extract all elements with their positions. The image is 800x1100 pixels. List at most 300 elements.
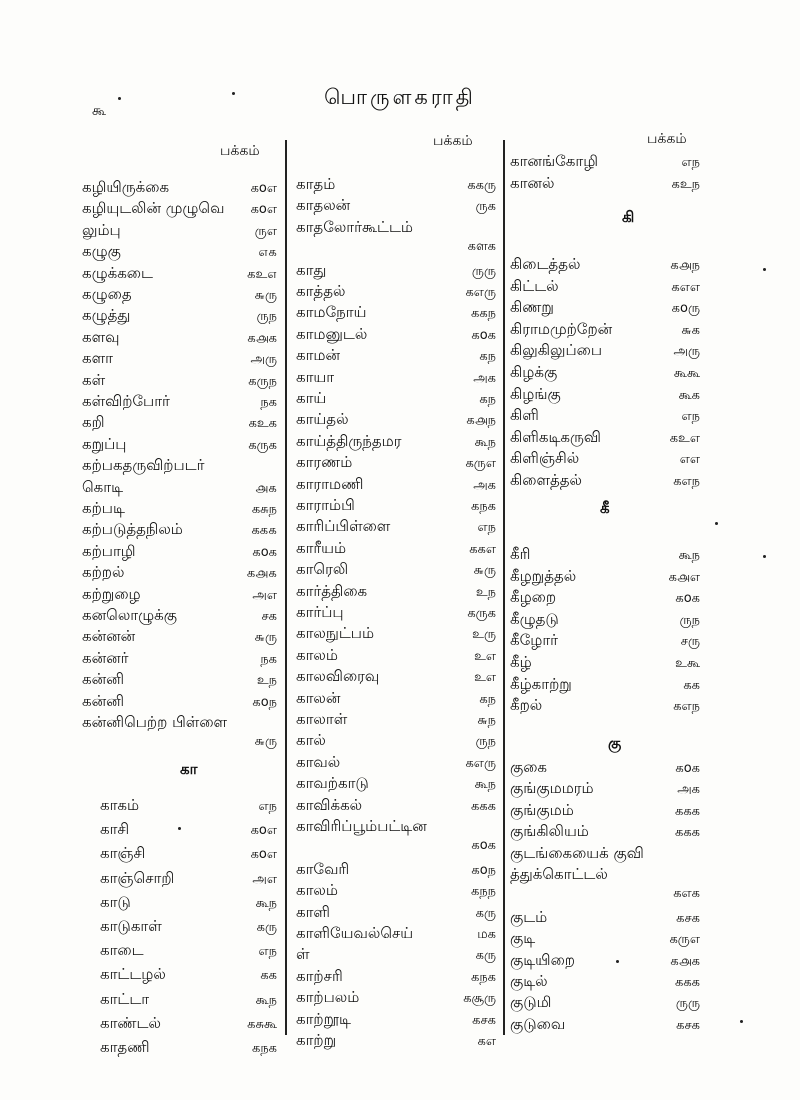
- entry-term: ள்: [296, 945, 310, 964]
- entry-page-number: கந: [479, 392, 496, 407]
- entry-page-number: கருந: [248, 373, 277, 389]
- index-entry: [510, 801, 700, 823]
- entry-term: கன்னி: [82, 670, 125, 689]
- entry-page-number: கந: [479, 691, 496, 707]
- entry-term: காரணம்: [296, 453, 353, 472]
- entry-term: காண்டல்: [100, 1013, 161, 1032]
- entry-term: கீழறை: [510, 588, 557, 607]
- entry-page-number: அரு: [673, 344, 700, 360]
- entry-page-number: கoக: [471, 327, 496, 343]
- entry-term: கீழறுத்தல்: [510, 566, 577, 585]
- index-entry: [510, 696, 700, 718]
- index-entry: [296, 282, 496, 304]
- index-entry: [510, 631, 700, 653]
- entry-page-number: கoஎ: [250, 847, 277, 863]
- entry-page-number: கoஎ: [250, 202, 277, 218]
- entry-term: காதலோர்கூட்டம்: [296, 217, 413, 236]
- entry-page-number: சக: [261, 609, 277, 624]
- entry-term: காற்றூடி: [296, 1009, 351, 1028]
- entry-page-number: கசுகூ: [247, 1016, 277, 1032]
- index-entry: [296, 667, 496, 689]
- page-title: பொருளகராதி: [324, 85, 476, 109]
- index-entry: [100, 893, 277, 915]
- entry-term: காற்சரி: [296, 966, 343, 985]
- index-entry: [296, 624, 496, 646]
- entry-page-number: கருஎ: [669, 932, 700, 948]
- entry-term: காராம்பி: [296, 496, 355, 514]
- index-entry: [82, 734, 277, 756]
- entry-page-number: உந: [475, 584, 496, 600]
- index-entry: [296, 838, 496, 860]
- entry-term: கன்னன்: [82, 627, 136, 646]
- entry-term: காளி: [296, 902, 331, 921]
- entry-page-number: கூகூ: [673, 366, 700, 381]
- index-entry: [296, 410, 496, 432]
- index-entry: [82, 242, 277, 264]
- entry-term: காஞ்சி: [100, 844, 146, 863]
- index-entry: [100, 796, 277, 818]
- entry-term: கற்றல்: [82, 563, 125, 582]
- entry-page-number: கநக: [471, 969, 496, 985]
- entry-page-number: கஎ: [477, 1034, 496, 1049]
- index-entry: [296, 517, 496, 539]
- entry-term: கீழுதடு: [510, 609, 559, 628]
- index-entry: [296, 753, 496, 775]
- index-entry: [296, 325, 496, 347]
- index-entry: [82, 306, 277, 328]
- index-entry: [296, 881, 496, 903]
- entry-page-number: எந: [681, 155, 700, 170]
- entry-page-number: கரு: [475, 948, 496, 964]
- entry-page-number: கஎரு: [465, 755, 496, 771]
- index-entry: [510, 844, 700, 866]
- entry-page-number: கந: [479, 349, 496, 365]
- column-divider: [503, 140, 505, 1035]
- entry-page-number: க௮எ: [668, 569, 700, 585]
- entry-term: காடுகாள்: [100, 917, 162, 935]
- entry-term: குடம்: [510, 907, 548, 926]
- entry-page-number: அஎ: [252, 871, 277, 887]
- entry-page-number: கருக: [467, 606, 496, 621]
- entry-page-number: கஉக: [248, 416, 277, 432]
- index-entry: [296, 196, 496, 218]
- section-heading-kii: கீ: [600, 499, 610, 517]
- entry-term: காய்த்திருந்தமர: [296, 431, 402, 450]
- index-entry: [510, 865, 700, 887]
- entry-page-number: க௮க: [670, 953, 700, 969]
- entry-term: கார்த்திகை: [296, 581, 368, 600]
- entry-page-number: ருந: [256, 309, 277, 325]
- entry-page-number: ககஎ: [469, 541, 496, 557]
- entry-page-number: கூந: [255, 895, 277, 911]
- entry-term: காஞ்சொறி: [100, 868, 175, 887]
- col2-page-label: பக்கம்: [433, 133, 473, 149]
- entry-term: லும்பு: [82, 220, 121, 239]
- index-entry: [296, 453, 496, 475]
- entry-term: காடு: [100, 892, 131, 911]
- index-entry: [296, 1010, 496, 1032]
- entry-term: கற்பகதருவிற்படர்: [82, 456, 205, 475]
- entry-page-number: கருஎ: [465, 456, 496, 472]
- index-entry: [82, 456, 277, 478]
- entry-page-number: உரு: [472, 627, 496, 643]
- index-entry: [82, 649, 277, 671]
- entry-page-number: கநக: [252, 1041, 277, 1056]
- entry-term: காய்தல்: [296, 410, 349, 429]
- entry-term: கழுதை: [82, 285, 132, 303]
- entry-term: கிளைத்தல்: [510, 471, 583, 489]
- entry-page-number: நக: [260, 395, 277, 410]
- index-entry: [82, 478, 277, 500]
- entry-term: காட்டா: [100, 989, 150, 1008]
- entry-term: கால்: [296, 731, 326, 750]
- entry-page-number: கசக: [472, 1012, 496, 1028]
- index-entry: [510, 886, 700, 908]
- entry-term: குடங்கையைக் குவி: [510, 843, 644, 862]
- entry-term: காரெலி: [296, 560, 349, 579]
- entry-page-number: கஎந: [673, 699, 700, 715]
- entry-page-number: கக: [683, 677, 700, 693]
- index-entry: [82, 178, 277, 200]
- entry-term: குங்குமம்: [510, 800, 574, 819]
- entry-page-number: ௬ரு: [254, 734, 277, 750]
- entry-page-number: ருக: [475, 199, 496, 215]
- entry-term: கொடி: [82, 477, 124, 496]
- entry-page-number: கரு: [256, 920, 277, 935]
- entry-page-number: கசுந: [251, 502, 277, 517]
- entry-term: கற்பாழி: [82, 541, 136, 560]
- index-entry: [510, 758, 700, 780]
- entry-term: காற்று: [296, 1031, 337, 1049]
- entry-page-number: அக: [473, 370, 496, 386]
- index-entry: [510, 822, 700, 844]
- entry-term: காவல்: [296, 752, 341, 771]
- entry-page-number: ககந: [471, 306, 496, 322]
- entry-page-number: ககக: [471, 798, 496, 814]
- entry-page-number: ௬ரு: [254, 288, 277, 303]
- entry-page-number: கசூரு: [463, 991, 496, 1007]
- entry-page-number: எந: [477, 520, 496, 536]
- entry-page-number: கoஎ: [250, 823, 277, 839]
- index-entry: [510, 545, 700, 567]
- index-entry: [296, 496, 496, 518]
- entry-page-number: கநக: [471, 499, 496, 514]
- index-entry: [296, 475, 496, 497]
- index-entry: [510, 152, 700, 174]
- entry-term: களா: [82, 349, 113, 368]
- index-entry: [296, 239, 496, 261]
- index-entry: [296, 560, 496, 582]
- column-divider: [285, 140, 287, 1035]
- entry-page-number: கஎந: [673, 474, 700, 489]
- entry-page-number: எந: [681, 409, 700, 425]
- section-heading-kaa: கா: [180, 760, 198, 778]
- index-entry: [510, 929, 700, 951]
- entry-term: காலன்: [296, 688, 341, 707]
- entry-term: கழுகு: [82, 242, 121, 261]
- index-entry: [82, 221, 277, 243]
- index-entry: [82, 264, 277, 286]
- entry-page-number: கூந: [678, 548, 700, 563]
- entry-page-number: கoஎ: [250, 181, 277, 196]
- entry-term: கானல்: [510, 174, 555, 192]
- index-entry: [100, 844, 277, 866]
- index-entry: [510, 255, 700, 277]
- index-entry: [510, 653, 700, 675]
- entry-page-number: ருந: [679, 612, 700, 628]
- index-entry: [100, 941, 277, 963]
- index-entry: [510, 972, 700, 994]
- entry-page-number: கoரு: [671, 301, 700, 317]
- col1-page-label: பக்கம்: [220, 143, 260, 159]
- entry-term: காலநுட்பம்: [296, 624, 375, 643]
- index-entry: [82, 627, 277, 649]
- index-entry: [100, 917, 277, 939]
- entry-term: காடை: [100, 941, 144, 960]
- entry-page-number: கஎரு: [465, 285, 496, 300]
- entry-term: குங்கிலியம்: [510, 822, 589, 841]
- entry-term: குடியிறை: [510, 950, 575, 969]
- entry-page-number: உஎ: [474, 670, 496, 686]
- entry-page-number: கஎஎ: [671, 279, 700, 295]
- entry-page-number: கூந: [474, 777, 496, 793]
- entry-term: கிட்டல்: [510, 276, 559, 295]
- entry-term: கறி: [82, 413, 105, 432]
- entry-page-number: ருரு: [471, 263, 496, 279]
- index-entry: [296, 175, 496, 197]
- entry-term: கீழோர்: [510, 631, 558, 650]
- entry-term: காகம்: [100, 796, 140, 814]
- entry-term: குடுவை: [510, 1014, 566, 1033]
- index-entry: [296, 346, 496, 368]
- entry-page-number: கூந: [255, 992, 277, 1008]
- entry-page-number: உஎ: [474, 648, 496, 664]
- index-entry: [296, 303, 496, 325]
- entry-term: காலவிரைவு: [296, 667, 380, 686]
- index-entry: [296, 796, 496, 818]
- entry-page-number: கரு: [475, 905, 496, 921]
- entry-term: காவேரி: [296, 859, 350, 878]
- entry-term: குடி: [510, 929, 536, 948]
- entry-term: கிராமமுற்றேன்: [510, 319, 613, 338]
- entry-term: கள்விற்போர்: [82, 392, 170, 410]
- section-heading-ku: கு: [608, 734, 622, 752]
- entry-term: காட்டழல்: [100, 965, 166, 984]
- entry-page-number: கசக: [676, 910, 700, 926]
- entry-page-number: மக: [477, 927, 496, 942]
- index-entry: [510, 298, 700, 320]
- index-entry: [82, 585, 277, 607]
- index-entry: [510, 567, 700, 589]
- entry-term: குகை: [510, 758, 548, 776]
- index-entry: [82, 285, 277, 307]
- entry-term: குங்குமமரம்: [510, 779, 594, 798]
- entry-term: கிளி: [510, 406, 539, 425]
- entry-term: காயா: [296, 367, 335, 386]
- entry-page-number: ககரு: [467, 178, 496, 193]
- entry-page-number: கஉ௭: [247, 266, 277, 282]
- index-entry: [100, 1038, 277, 1060]
- entry-term: கிழங்கு: [510, 384, 561, 403]
- index-entry: [82, 520, 277, 542]
- section-heading-ki: கி: [622, 208, 635, 226]
- entry-term: காளியேவல்செய்: [296, 924, 414, 942]
- entry-page-number: கூக: [678, 387, 700, 403]
- index-entry: [510, 363, 700, 385]
- entry-page-number: ௬ரு: [254, 630, 277, 646]
- entry-term: கீழ்காற்று: [510, 674, 572, 693]
- entry-term: கானங்கோழி: [510, 152, 598, 170]
- index-entry: [510, 951, 700, 973]
- index-entry: [510, 1015, 700, 1037]
- entry-term: கறுப்பு: [82, 434, 127, 453]
- entry-page-number: அக: [473, 477, 496, 493]
- index-entry: [100, 990, 277, 1012]
- entry-term: கன்னர்: [82, 648, 129, 667]
- entry-page-number: கoக: [675, 591, 700, 607]
- entry-term: கீரி: [510, 545, 531, 563]
- index-entry: [82, 692, 277, 714]
- entry-term: கிளிஞ்சில்: [510, 449, 580, 468]
- entry-term: கிலுகிலுப்பை: [510, 341, 603, 360]
- corner-mark: கூ: [92, 103, 107, 119]
- entry-term: காமனுடல்: [296, 324, 368, 343]
- entry-page-number: ககக: [675, 975, 700, 990]
- index-entry: [82, 606, 277, 628]
- entry-page-number: சரு: [680, 634, 700, 650]
- entry-page-number: எந: [258, 944, 277, 960]
- entry-page-number: அஎ: [252, 587, 277, 603]
- entry-term: காத்தல்: [296, 282, 346, 300]
- entry-term: காமன்: [296, 346, 341, 365]
- entry-term: காலம்: [296, 645, 338, 664]
- entry-term: காய்: [296, 389, 327, 407]
- entry-term: காவிக்கல்: [296, 795, 363, 814]
- entry-page-number: கஉஎ: [669, 430, 700, 446]
- entry-page-number: ௬க: [681, 322, 700, 338]
- index-entry: [296, 903, 496, 925]
- entry-term: காமநோய்: [296, 303, 367, 322]
- index-entry: [510, 588, 700, 610]
- entry-term: காசி: [100, 820, 130, 839]
- entry-page-number: ௭௧: [258, 245, 277, 261]
- entry-term: கிணறு: [510, 298, 554, 317]
- entry-term: காலாள்: [296, 710, 348, 728]
- index-entry: [296, 582, 496, 604]
- index-entry: [296, 218, 496, 240]
- index-entry: [82, 713, 277, 735]
- entry-term: கழுக்கடை: [82, 263, 153, 282]
- entry-page-number: கஉந: [671, 177, 700, 192]
- entry-term: கிழக்கு: [510, 363, 558, 381]
- index-entry: [82, 371, 277, 393]
- index-entry: [100, 1014, 277, 1036]
- entry-term: காலம்: [296, 881, 338, 900]
- entry-term: கார்ப்பு: [296, 603, 344, 621]
- entry-term: கள்: [82, 370, 106, 389]
- entry-page-number: கூந: [474, 434, 496, 450]
- index-entry: [510, 406, 700, 428]
- entry-page-number: கoக: [252, 544, 277, 560]
- index-entry: [296, 945, 496, 967]
- col3-page-label: பக்கம்: [647, 131, 687, 147]
- index-entry: [296, 389, 496, 411]
- entry-page-number: கசக: [676, 1017, 700, 1033]
- index-entry: [100, 820, 277, 842]
- entry-page-number: களக: [467, 239, 496, 255]
- entry-term: கிளிகடிகருவி: [510, 427, 601, 446]
- index-entry: [510, 610, 700, 632]
- index-entry: [510, 779, 700, 801]
- entry-page-number: க௮ந: [670, 258, 700, 273]
- entry-term: காவற்காடு: [296, 774, 369, 793]
- entry-page-number: எந: [258, 799, 277, 814]
- index-entry: [100, 869, 277, 891]
- entry-page-number: க௮௧: [246, 566, 277, 582]
- entry-term: கன்னி: [82, 691, 125, 710]
- entry-term: காதலன்: [296, 196, 351, 215]
- entry-page-number: ருஎ: [254, 223, 277, 239]
- index-entry: [82, 328, 277, 350]
- entry-term: கற்படுத்தநிலம்: [82, 520, 183, 539]
- entry-term: காற்பலம்: [296, 988, 360, 1007]
- index-entry: [82, 392, 277, 414]
- entry-page-number: நக: [260, 651, 277, 667]
- entry-term: கீழ்: [510, 653, 532, 671]
- entry-term: கீறல்: [510, 696, 543, 715]
- entry-term: குடில்: [510, 972, 548, 990]
- index-entry: [296, 731, 496, 753]
- index-entry: [296, 967, 496, 989]
- entry-page-number: கக௧: [251, 523, 277, 539]
- index-entry: [510, 449, 700, 471]
- index-entry: [510, 471, 700, 493]
- index-entry: [82, 670, 277, 692]
- entry-page-number: உந: [256, 673, 277, 689]
- index-entry: [296, 774, 496, 796]
- entry-term: காதம்: [296, 175, 336, 193]
- index-entry: [100, 965, 277, 987]
- index-entry: [82, 499, 277, 521]
- entry-page-number: ௬ரு: [473, 563, 496, 579]
- index-entry: [296, 860, 496, 882]
- entry-term: காது: [296, 260, 327, 279]
- index-entry: [510, 908, 700, 930]
- entry-term: காவிரிப்பூம்பட்டின: [296, 817, 427, 835]
- entry-term: கழியுடலின் முழுவெ: [82, 199, 225, 218]
- entry-page-number: அரு: [250, 352, 277, 368]
- index-entry: [82, 542, 277, 564]
- index-entry: [296, 817, 496, 839]
- index-entry: [510, 320, 700, 342]
- index-entry: [82, 199, 277, 221]
- index-entry: [296, 539, 496, 561]
- index-entry: [296, 1031, 496, 1053]
- entry-page-number: கoக: [471, 838, 496, 854]
- entry-term: காராமணி: [296, 474, 364, 493]
- index-entry: [296, 261, 496, 283]
- index-entry: [82, 413, 277, 435]
- entry-page-number: கoக: [675, 761, 700, 776]
- entry-page-number: க௮க: [247, 330, 277, 346]
- entry-page-number: ருந: [475, 734, 496, 750]
- entry-term: கற்படி: [82, 499, 125, 517]
- index-entry: [296, 646, 496, 668]
- index-entry: [296, 368, 496, 390]
- index-entry: [510, 675, 700, 697]
- index-entry: [510, 385, 700, 407]
- index-entry: [296, 689, 496, 711]
